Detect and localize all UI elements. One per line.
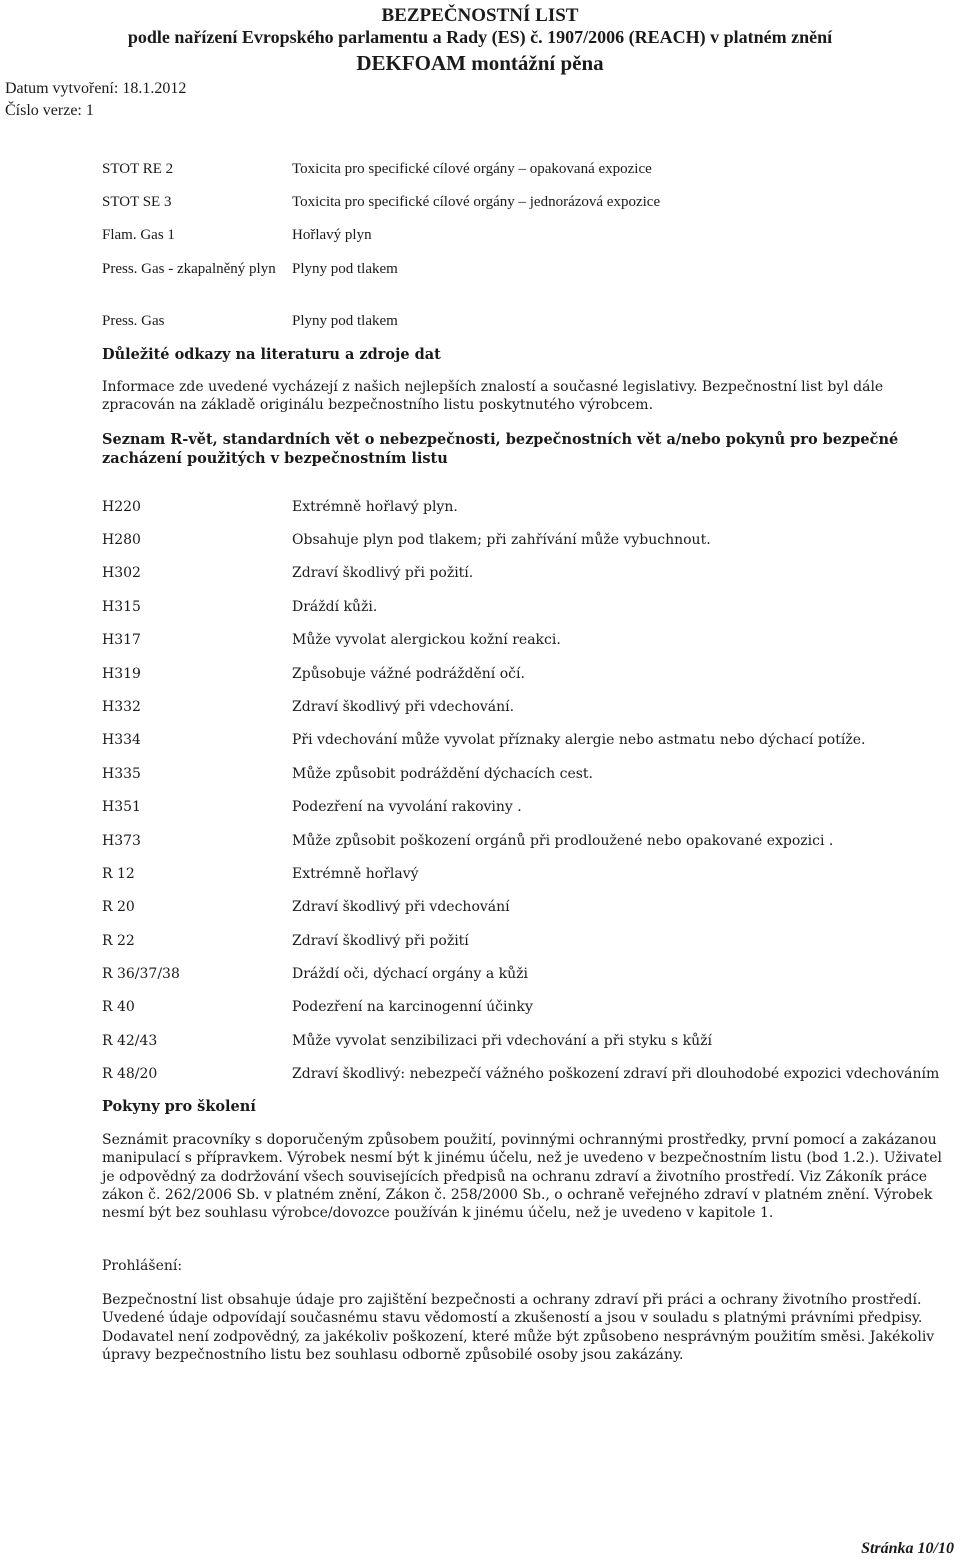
phrase-description: Při vdechování může vyvolat příznaky alergie nebo astmatu nebo dýchací potíže. [292, 732, 866, 748]
hazard-description: Toxicita pro specifické cílové orgány – jednorázová expozice [292, 194, 661, 210]
phrase-description: Dráždí kůži. [292, 599, 378, 615]
hazard-code: STOT SE 3 [102, 194, 172, 210]
phrase-code: R 42/43 [102, 1033, 158, 1049]
phrase-code: H332 [102, 699, 141, 715]
version-number: Číslo verze: 1 [5, 102, 94, 119]
phrase-description: Zdraví škodlivý při vdechování. [292, 699, 515, 715]
phrase-description: Extrémně hořlavý [292, 866, 419, 882]
hazard-description: Plyny pod tlakem [292, 261, 398, 277]
phrase-code: R 12 [102, 866, 135, 882]
hazard-code: Press. Gas - zkapalněný plyn [102, 261, 276, 277]
hazard-description: Hořlavý plyn [292, 227, 372, 243]
phrase-description: Může vyvolat alergickou kožní reakci. [292, 632, 561, 648]
creation-date: Datum vytvoření: 18.1.2012 [5, 80, 187, 97]
hazard-description: Plyny pod tlakem [292, 313, 398, 329]
phrase-description: Zdraví škodlivý při vdechování [292, 899, 510, 915]
phrase-description: Zdraví škodlivý při požití. [292, 565, 474, 581]
declaration-heading: Prohlášení: [102, 1258, 183, 1274]
phrase-code: R 48/20 [102, 1066, 158, 1082]
hazard-code: Press. Gas [102, 313, 165, 329]
phrase-code: H351 [102, 799, 141, 815]
declaration-text: Bezpečnostní list obsahuje údaje pro zajištění bezpečnosti a ochrany zdraví při práci a ochrany životního prostředí. Uvedené údaje odpovídají současnému stavu vědomostí a zkušeností a jsou v souladu s platnými právními předpisy. Dodavatel není zodpovědný, za jakékoliv poškození, které může být způsobeno nesprávným použitím směsi. Jakékoliv úpravy bezpečnostního listu bez souhlasu odborně způsobilé osoby jsou zakázány. [102, 1292, 935, 1363]
training-text: Seznámit pracovníky s doporučeným způsobem použití, povinnými ochrannými prostředky, první pomocí a zakázanou manipulací s přípravkem. Výrobek nesmí být k jinému účelu, než je uvedeno v bezpečnostním listu (bod 1.2.). Uživatel je odpovědný za dodržování všech souvisejících předpisů na ochranu zdraví a životního prostředí. Viz Zákoník práce zákon č. 262/2006 Sb. v platném znění, Zákon č. 258/2000 Sb., o ochraně veřejného zdraví v platném znění. Výrobek nesmí být bez souhlasu výrobce/dovozce používán k jinému účelu, než je uvedeno v kapitole 1. [102, 1132, 943, 1222]
phrases-heading: Seznam R-vět, standardních vět o nebezpečnosti, bezpečnostních vět a/nebo pokynů pro bezpečné zacházení použitých v bezpečnostním listu [102, 431, 899, 467]
phrase-code: R 40 [102, 999, 135, 1015]
regulation-subtitle: podle nařízení Evropského parlamentu a Rady (ES) č. 1907/2006 (REACH) v platném znění [127, 27, 833, 47]
literature-heading: Důležité odkazy na literaturu a zdroje dat [102, 346, 441, 363]
phrase-description: Zdraví škodlivý při požití [292, 933, 469, 949]
phrase-description: Podezření na karcinogenní účinky [292, 999, 533, 1015]
phrase-description: Může způsobit poškození orgánů při prodloužené nebo opakované expozici . [292, 833, 834, 849]
phrase-code: H335 [102, 766, 141, 782]
phrase-code: H315 [102, 599, 141, 615]
phrase-description: Může vyvolat senzibilizaci při vdechování a při styku s kůží [292, 1033, 713, 1049]
phrase-description: Podezření na vyvolání rakoviny . [292, 799, 522, 815]
document-title: BEZPEČNOSTNÍ LIST [381, 5, 579, 26]
phrase-description: Obsahuje plyn pod tlakem; při zahřívání může vybuchnout. [292, 532, 711, 548]
hazard-code: Flam. Gas 1 [102, 227, 175, 243]
literature-text: Informace zde uvedené vycházejí z našich nejlepších znalostí a současné legislativy. Bezpečnostní list byl dále zpracován na základě originálu bezpečnostního listu poskytnutého výrobcem. [102, 379, 884, 414]
phrase-code: H317 [102, 632, 141, 648]
phrase-code: H319 [102, 666, 141, 682]
phrase-code: R 36/37/38 [102, 966, 180, 982]
phrase-code: H302 [102, 565, 141, 581]
phrase-description: Dráždí oči, dýchací orgány a kůži [292, 966, 528, 982]
phrase-code: H280 [102, 532, 141, 548]
phrase-code: R 20 [102, 899, 135, 915]
phrase-code: H334 [102, 732, 141, 748]
page-number: Stránka 10/10 [861, 1540, 954, 1557]
phrase-code: H373 [102, 833, 141, 849]
hazard-description: Toxicita pro specifické cílové orgány – opakovaná expozice [292, 161, 652, 177]
phrase-code: H220 [102, 499, 141, 515]
product-name: DEKFOAM montážní pěna [356, 51, 604, 75]
phrase-description: Může způsobit podráždění dýchacích cest. [292, 766, 593, 782]
phrase-description: Způsobuje vážné podráždění očí. [292, 666, 525, 682]
phrase-description: Zdraví škodlivý: nebezpečí vážného poškození zdraví při dlouhodobé expozici vdechováním [292, 1066, 940, 1082]
phrase-code: R 22 [102, 933, 135, 949]
training-heading: Pokyny pro školení [102, 1098, 256, 1115]
phrase-description: Extrémně hořlavý plyn. [292, 499, 458, 515]
hazard-code: STOT RE 2 [102, 161, 174, 177]
